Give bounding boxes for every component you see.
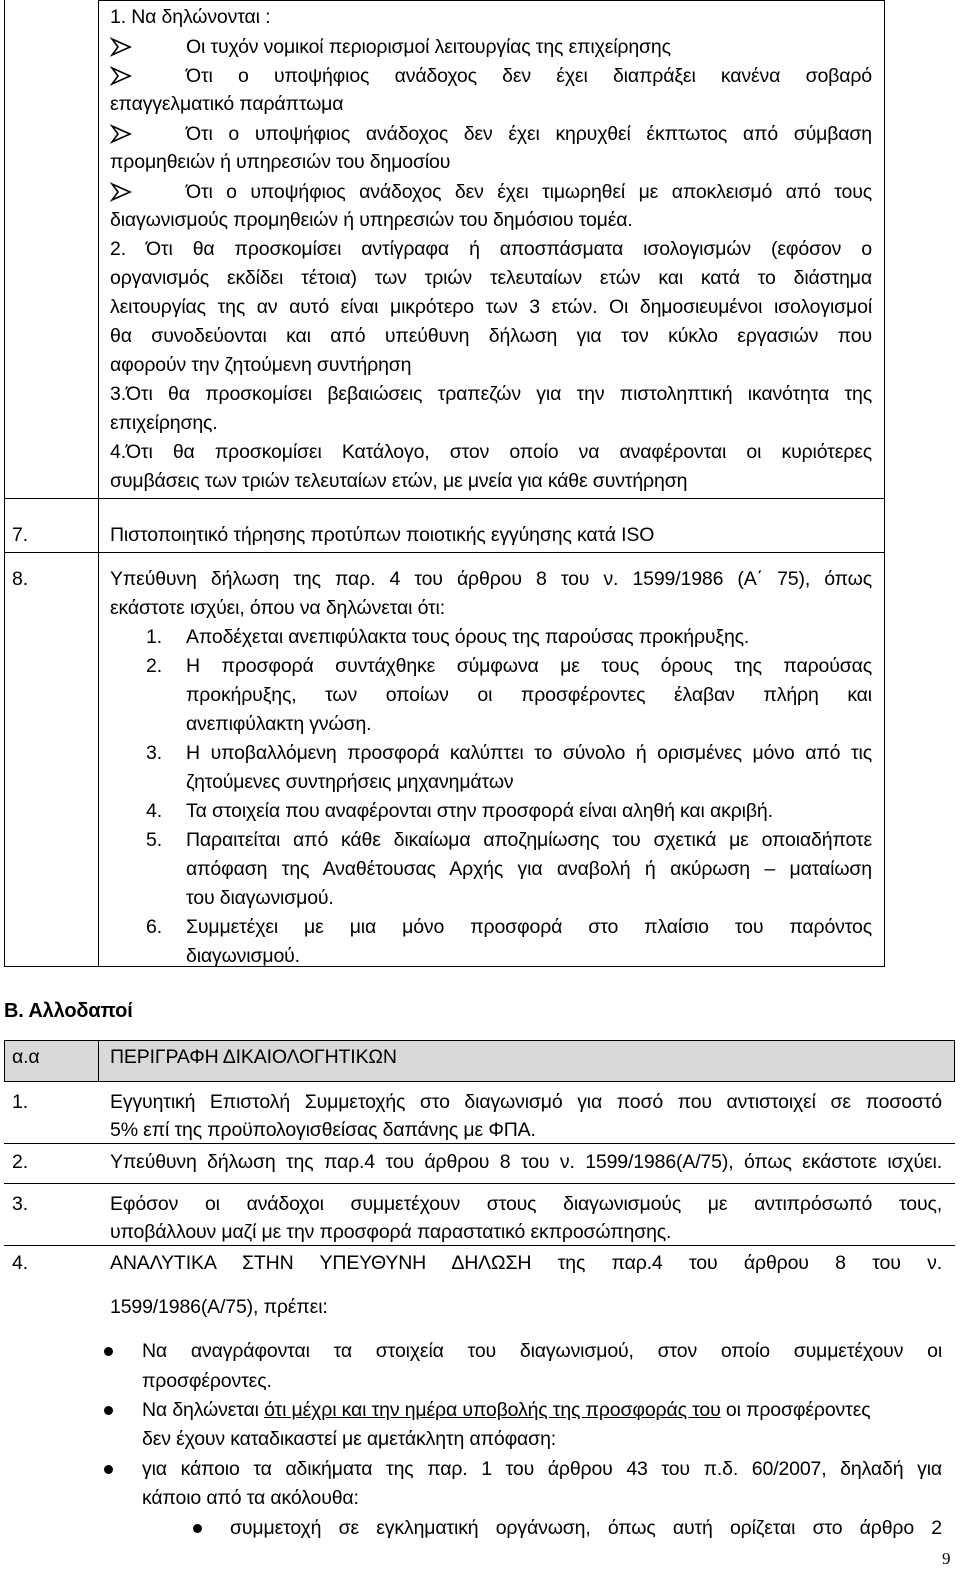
- table-header-title: ΠΕΡΙΓΡΑΦΗ ΔΙΚΑΙΟΛΟΓΗΤΙΚΩΝ: [110, 1046, 397, 1068]
- paragraph-line: λειτουργίας της αν αυτό είναι μικρότερο των 3 ετών. Οι δημοσιευμένοι ισολογισμοί: [110, 296, 872, 318]
- row-number: 3.: [12, 1193, 28, 1215]
- table-row-divider: [4, 1245, 955, 1246]
- item-number: 2.: [146, 655, 162, 677]
- intro-line: 1. Να δηλώνονται :: [110, 6, 271, 28]
- row-text: Υπεύθυνη δήλωση της παρ. 4 του άρθρου 8 του ν. 1599/1986 (Α΄ 75), όπως: [110, 568, 872, 590]
- item-text: διαγωνισμού.: [186, 945, 300, 967]
- bullet-text: κάποιο από τα ακόλουθα:: [142, 1487, 359, 1509]
- paragraph-line: 2. Ότι θα προσκομίσει αντίγραφα ή αποσπάσματα ισολογισμών (εφόσον ο: [110, 238, 872, 260]
- row-text: 1599/1986(Α/75), πρέπει:: [110, 1296, 328, 1318]
- arrow-bullet-icon: [110, 182, 132, 202]
- item-text: Τα στοιχεία που αναφέρονται στην προσφορά είναι αληθή και ακριβή.: [186, 800, 773, 822]
- item-text: απόφαση της Αναθέτουσας Αρχής για αναβολή ή ακύρωση – ματαίωση: [186, 858, 872, 880]
- bullet-text: διαγωνισμούς προμηθειών ή υπηρεσιών του δημόσιου τομέα.: [110, 209, 633, 231]
- row-number: 2.: [12, 1151, 28, 1173]
- item-text: προκήρυξης, των οποίων οι προσφέροντες έλαβαν πλήρη και: [186, 684, 872, 706]
- bullet-icon: [193, 1524, 202, 1533]
- item-text: ζητούμενες συντηρήσεις μηχανημάτων: [186, 771, 514, 793]
- bullet-icon: [104, 1406, 113, 1415]
- table-row-divider: [4, 498, 885, 499]
- paragraph-line: 4.Ότι θα προσκομίσει Κατάλογο, στον οποίο να αναφέρονται οι κυριότερες: [110, 441, 872, 463]
- arrow-bullet-icon: [110, 124, 132, 144]
- row-text: ΑΝΑΛΥΤΙΚΑ ΣΤΗΝ ΥΠΕΥΘΥΝΗ ΔΗΛΩΣΗ της παρ.4 του άρθρου 8 του ν.: [110, 1252, 942, 1274]
- item-number: 5.: [146, 829, 162, 851]
- bullet-text: Να αναγράφονται τα στοιχεία του διαγωνισμού, στον οποίο συμμετέχουν οι: [142, 1340, 942, 1362]
- paragraph-line: θα συνοδεύονται και από υπεύθυνη δήλωση για τον κύκλο εργασιών που: [110, 325, 872, 347]
- item-text: του διαγωνισμού.: [186, 887, 334, 909]
- item-text: Παραιτείται από κάθε δικαίωμα αποζημίωσης του σχετικά με οποιαδήποτε: [186, 829, 872, 851]
- table-row-divider: [4, 1081, 955, 1082]
- bullet-text: για κάποιο τα αδικήματα της παρ. 1 του άρθρου 43 του π.δ. 60/2007, δηλαδή για: [142, 1458, 942, 1480]
- item-number: 3.: [146, 742, 162, 764]
- row-text: Εγγυητική Επιστολή Συμμετοχής στο διαγωνισμό για ποσό που αντιστοιχεί σε ποσοστό: [110, 1091, 942, 1113]
- item-text: Η προσφορά συντάχθηκε σύμφωνα με τους όρους της παρούσας: [186, 655, 872, 677]
- table-row-divider: [4, 1143, 955, 1144]
- item-text: Συμμετέχει με μια μόνο προσφορά στο πλαίσιο του παρόντος: [186, 916, 872, 938]
- table-row-divider: [4, 552, 885, 553]
- item-number: 4.: [146, 800, 162, 822]
- arrow-bullet-icon: [110, 66, 132, 86]
- item-number: 6.: [146, 916, 162, 938]
- table-border-left: [4, 1040, 5, 1082]
- row-number: 4.: [12, 1252, 28, 1274]
- paragraph-line: αφορούν την ζητούμενη συντήρηση: [110, 354, 412, 376]
- table-border-right: [884, 0, 885, 967]
- row-text: Πιστοποιητικό τήρησης προτύπων ποιοτικής εγγύησης κατά ISO: [110, 524, 655, 546]
- bullet-text: Ότι ο υποψήφιος ανάδοχος δεν έχει τιμωρηθεί με αποκλεισμό από τους: [186, 181, 872, 203]
- table-border-left: [4, 0, 5, 967]
- page-number: 9: [942, 1549, 951, 1568]
- table-border-top: [98, 0, 885, 1]
- bullet-text: Ότι ο υποψήφιος ανάδοχος δεν έχει κηρυχθεί έκπτωτος από σύμβαση: [186, 123, 872, 145]
- section-heading: Β. Αλλοδαποί: [4, 1000, 133, 1022]
- paragraph-line: συμβάσεις των τριών τελευταίων ετών, με μνεία για κάθε συντήρηση: [110, 470, 688, 492]
- table-header-divider: [98, 1040, 99, 1082]
- arrow-bullet-icon: [110, 37, 132, 57]
- paragraph-line: επιχείρησης.: [110, 412, 218, 434]
- row-text: Υπεύθυνη δήλωση της παρ.4 του άρθρου 8 του ν. 1599/1986(Α/75), όπως εκάστοτε ισχύει.: [110, 1151, 942, 1173]
- row-text: υποβάλλουν μαζί με την προσφορά παραστατικό εκπροσώπησης.: [110, 1221, 672, 1243]
- item-number: 1.: [146, 626, 162, 648]
- item-text: Η υποβαλλόμενη προσφορά καλύπτει το σύνολο ή ορισμένες μόνο από τις: [186, 742, 872, 764]
- row-text: Εφόσον οι ανάδοχοι συμμετέχουν στους διαγωνισμούς με αντιπρόσωπό τους,: [110, 1193, 942, 1215]
- bullet-text: επαγγελματικό παράπτωμα: [110, 93, 344, 115]
- bullet-text: Ότι ο υποψήφιος ανάδοχος δεν έχει διαπράξει κανένα σοβαρό: [186, 65, 872, 87]
- paragraph-line: οργανισμός εκδίδει τέτοια) των τριών τελευταίων ετών και κατά το διάστημα: [110, 267, 872, 289]
- bullet-icon: [104, 1347, 113, 1356]
- item-text: Αποδέχεται ανεπιφύλακτα τους όρους της παρούσας προκήρυξης.: [186, 626, 750, 648]
- table-border-top: [4, 1040, 955, 1041]
- row-number: 7.: [12, 524, 28, 546]
- row-number: 8.: [12, 568, 28, 590]
- bullet-text: Να δηλώνεται ότι μέχρι και την ημέρα υποβολής της προσφοράς του οι προσφέροντες: [142, 1399, 871, 1421]
- table-border-bottom: [4, 966, 885, 967]
- bullet-text: Οι τυχόν νομικοί περιορισμοί λειτουργίας της επιχείρησης: [186, 36, 671, 58]
- paragraph-line: 3.Ότι θα προσκομίσει βεβαιώσεις τραπεζών για την πιστοληπτική ικανότητα της: [110, 383, 872, 405]
- row-text: εκάστοτε ισχύει, όπου να δηλώνεται ότι:: [110, 597, 446, 619]
- bullet-text: δεν έχουν καταδικαστεί με αμετάκλητη απόφαση:: [142, 1428, 557, 1450]
- table-column-divider: [98, 0, 99, 967]
- table-border-right: [954, 1040, 955, 1082]
- table-row-divider: [4, 1183, 955, 1184]
- item-text: ανεπιφύλακτη γνώση.: [186, 713, 372, 735]
- bullet-text: συμμετοχή σε εγκληματική οργάνωση, όπως αυτή ορίζεται στο άρθρο 2: [230, 1517, 942, 1539]
- table-header-number: α.α: [12, 1046, 40, 1068]
- bullet-text: προσφέροντες.: [142, 1370, 272, 1392]
- bullet-text: προμηθειών ή υπηρεσιών του δημοσίου: [110, 151, 451, 173]
- row-number: 1.: [12, 1091, 28, 1113]
- bullet-icon: [104, 1465, 113, 1474]
- row-text: 5% επί της προϋπολογισθείσας δαπάνης με ΦΠΑ.: [110, 1119, 536, 1141]
